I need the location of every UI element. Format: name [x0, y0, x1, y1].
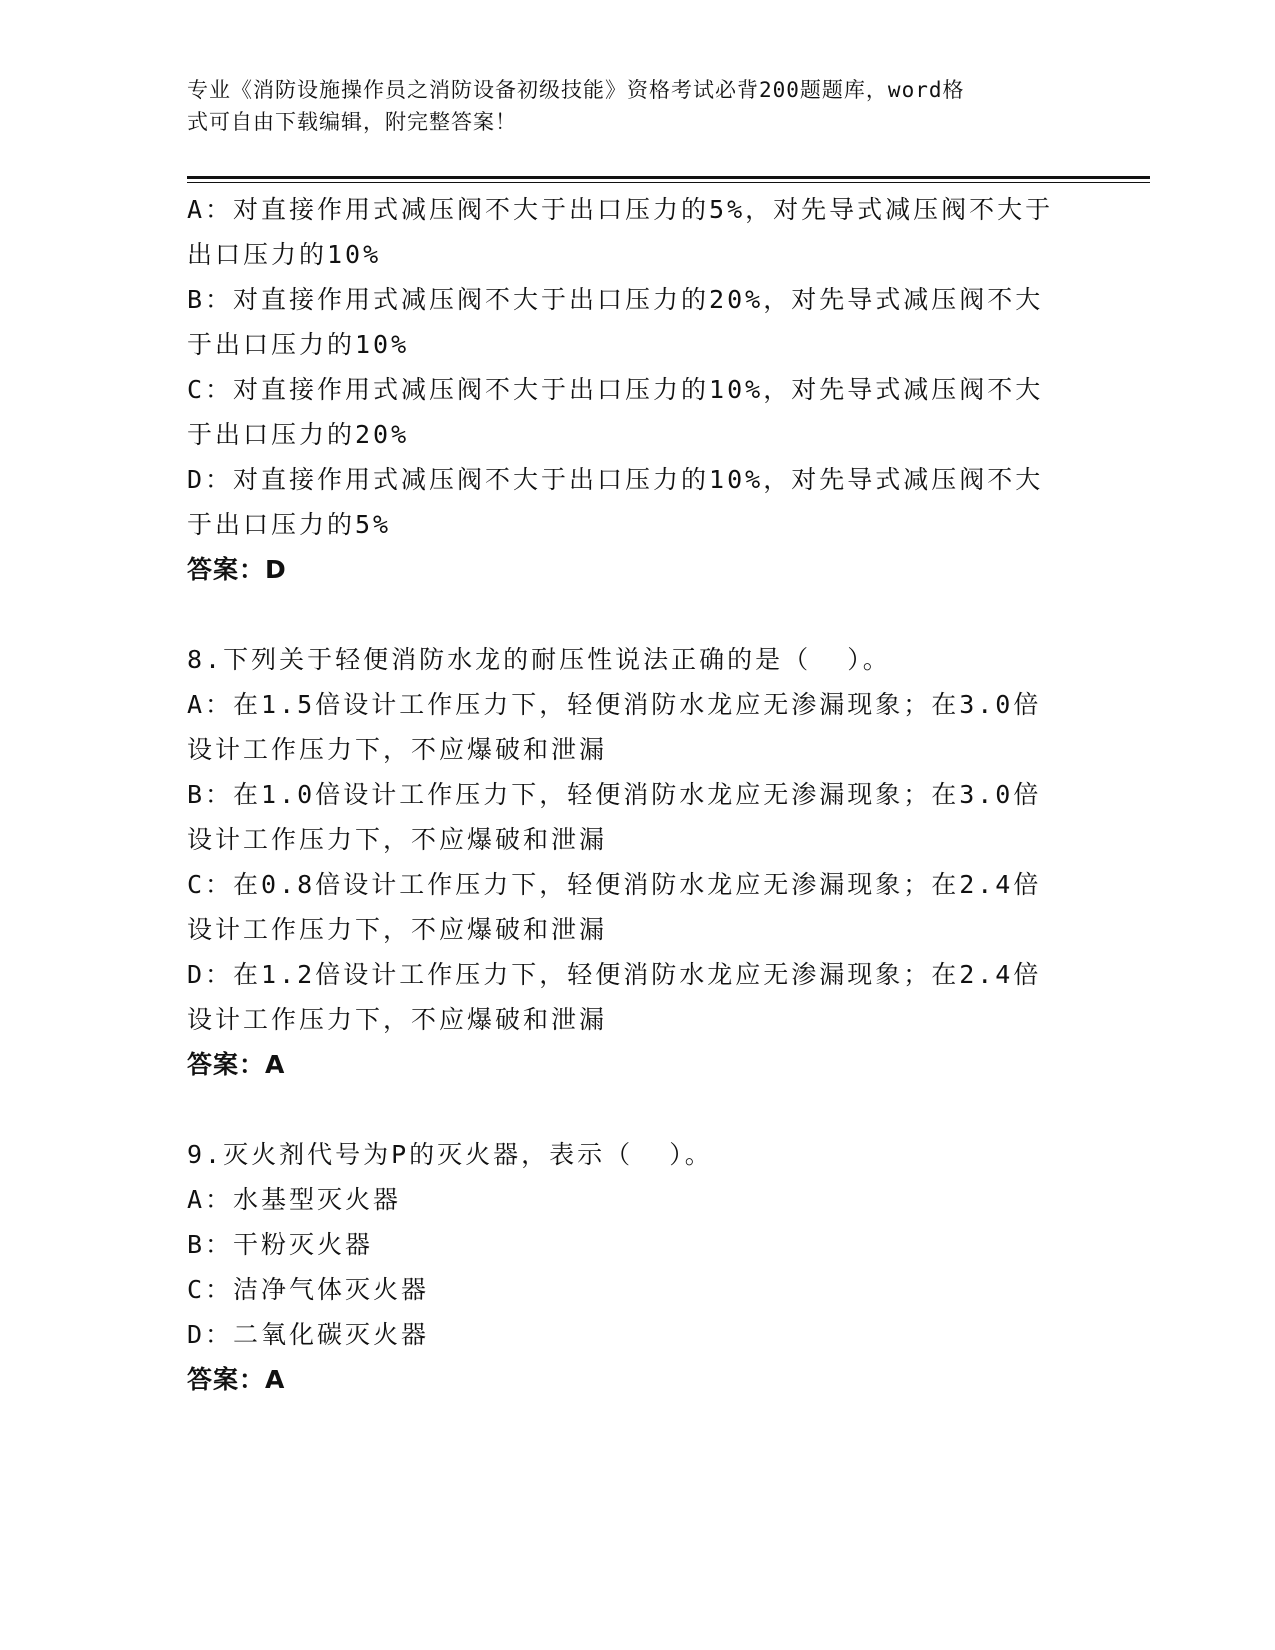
q7-option-c-line-2: 于出口压力的20%	[187, 420, 410, 449]
question-7-block	[187, 187, 1067, 592]
q7-option-c-line-1: C：对直接作用式减压阀不大于出口压力的10%，对先导式减压阀不大	[187, 375, 1044, 404]
header-line-1: 专业《消防设施操作员之消防设备初级技能》资格考试必背200题题库，word格	[187, 78, 965, 102]
q8-option-c-line-1: C：在0.8倍设计工作压力下，轻便消防水龙应无渗漏现象；在2.4倍	[187, 870, 1042, 899]
q7-option-a-line-1: A：对直接作用式减压阀不大于出口压力的5%，对先导式减压阀不大于	[187, 195, 1054, 224]
q7-option-b-line-1: B：对直接作用式减压阀不大于出口压力的20%，对先导式减压阀不大	[187, 285, 1044, 314]
q9-option-c: C：洁净气体灭火器	[187, 1275, 430, 1304]
q8-option-d-line-1: D：在1.2倍设计工作压力下，轻便消防水龙应无渗漏现象；在2.4倍	[187, 960, 1042, 989]
q9-option-a: A：水基型灭火器	[187, 1185, 402, 1214]
q8-option-b-line-1: B：在1.0倍设计工作压力下，轻便消防水龙应无渗漏现象；在3.0倍	[187, 780, 1042, 809]
q8-answer: 答案：A	[187, 1050, 286, 1079]
q9-answer: 答案：A	[187, 1365, 286, 1394]
document-body	[187, 187, 1067, 1402]
spacer	[187, 1087, 1067, 1132]
q8-option-a-line-1: A：在1.5倍设计工作压力下，轻便消防水龙应无渗漏现象；在3.0倍	[187, 690, 1042, 719]
document-header	[187, 74, 1067, 138]
q8-option-a-line-2: 设计工作压力下，不应爆破和泄漏	[187, 735, 608, 764]
header-line-2: 式可自由下载编辑，附完整答案！	[187, 110, 517, 134]
q8-option-b-line-2: 设计工作压力下，不应爆破和泄漏	[187, 825, 608, 854]
spacer	[187, 592, 1067, 637]
q9-option-d: D：二氧化碳灭火器	[187, 1320, 430, 1349]
q9-option-b: B：干粉灭火器	[187, 1230, 374, 1259]
header-rule-thin	[187, 182, 1150, 183]
header-rule-thick	[187, 176, 1150, 179]
q7-option-b-line-2: 于出口压力的10%	[187, 330, 410, 359]
q8-option-c-line-2: 设计工作压力下，不应爆破和泄漏	[187, 915, 608, 944]
q7-option-d-line-2: 于出口压力的5%	[187, 510, 392, 539]
question-8-block	[187, 637, 1067, 1087]
q7-answer: 答案：D	[187, 555, 287, 584]
q9-question: 9.灭火剂代号为P的灭火器，表示（ ）。	[187, 1140, 713, 1169]
question-9-block	[187, 1132, 1067, 1402]
q8-question: 8.下列关于轻便消防水龙的耐压性说法正确的是（ ）。	[187, 645, 891, 674]
q8-option-d-line-2: 设计工作压力下，不应爆破和泄漏	[187, 1005, 608, 1034]
q7-option-a-line-2: 出口压力的10%	[187, 240, 382, 269]
q7-option-d-line-1: D：对直接作用式减压阀不大于出口压力的10%，对先导式减压阀不大	[187, 465, 1044, 494]
